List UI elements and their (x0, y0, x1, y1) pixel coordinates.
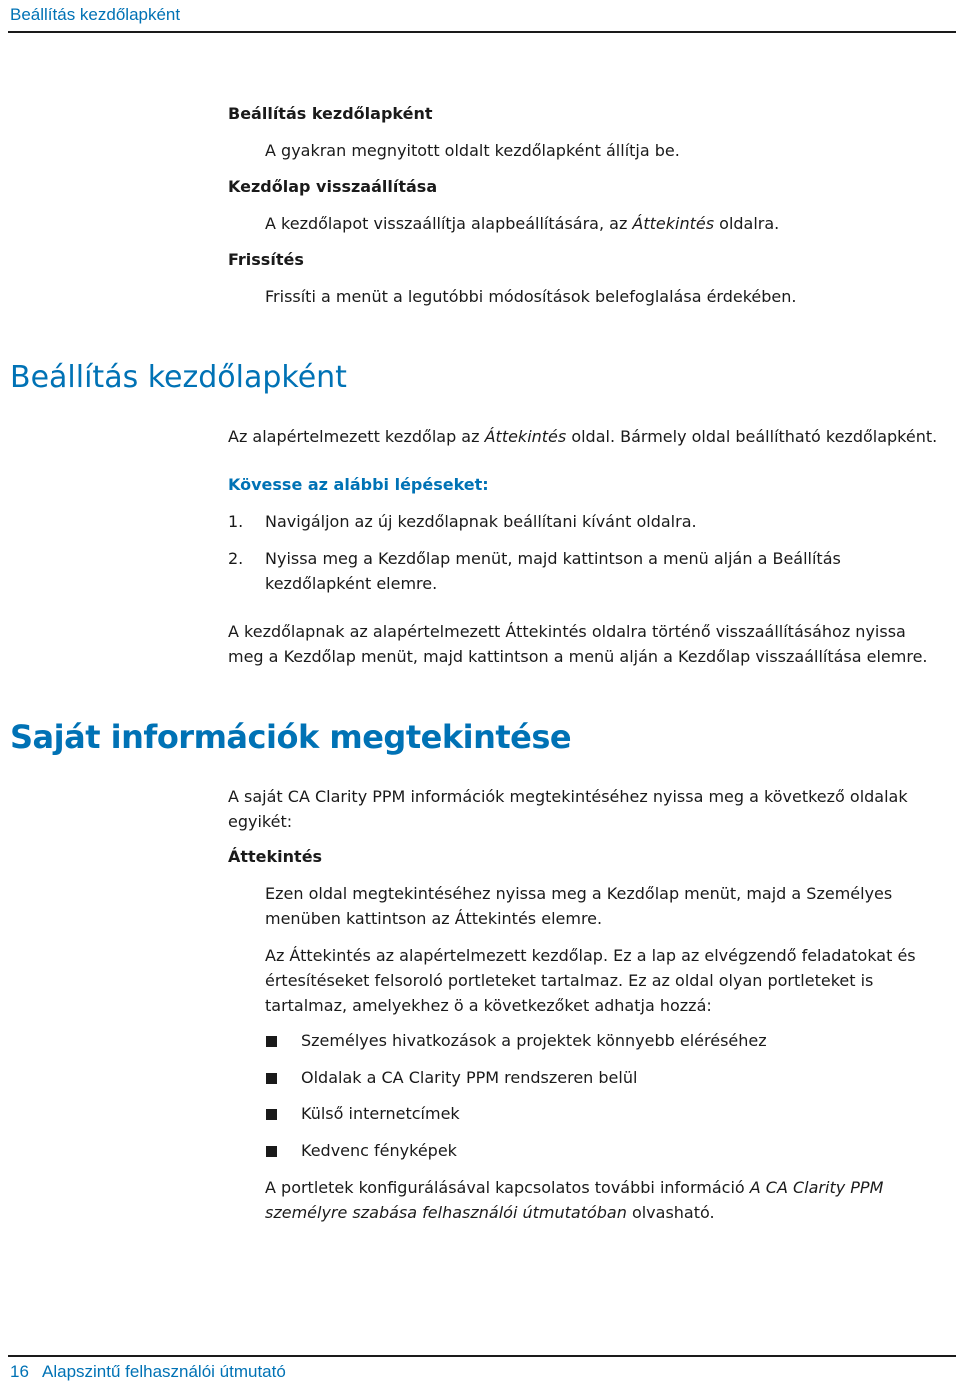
footer-doc-title: Alapszintű felhasználói útmutató (42, 1362, 286, 1381)
step-number: 1. (228, 512, 244, 531)
section1-intro: Az alapértelmezett kezdőlap az Áttekintés oldal. Bármely oldal beállítható kezdőlapként. (228, 427, 938, 446)
bullet-square-icon (266, 1036, 277, 1047)
section-heading-set-home: Beállítás kezdőlapként (10, 360, 347, 395)
definition-term-refresh: Frissítés (228, 250, 304, 269)
bullet-square-icon (266, 1109, 277, 1120)
closing-paragraph: A portletek konfigurálásával kapcsolatos további információ A CA Clarity PPM személyre szabása felhasználói útmutatóban olvasható. (265, 1178, 884, 1222)
bullet-square-icon (266, 1146, 277, 1157)
section2-intro: A saját CA Clarity PPM információk megtekintéséhez nyissa meg a következő oldalak egyikét: (228, 787, 908, 831)
definition-term-reset-home: Kezdőlap visszaállítása (228, 177, 438, 196)
header-rule (8, 31, 956, 33)
section1-outro: A kezdőlapnak az alapértelmezett Áttekintés oldalra történő visszaállításához nyissa meg a Kezdőlap menüt, majd kattintson a menü alján a Kezdőlap visszaállítása elemre. (228, 622, 928, 666)
definition-desc-refresh: Frissíti a menüt a legutóbbi módosítások belefoglalása érdekében. (265, 287, 797, 306)
list-item: Külső internetcímek (301, 1104, 460, 1123)
section-heading-own-info: Saját információk megtekintése (10, 718, 572, 756)
definition-desc-set-home: A gyakran megnyitott oldalt kezdőlapként állítja be. (265, 141, 680, 160)
step-number: 2. (228, 549, 244, 568)
step-text: Nyissa meg a Kezdőlap menüt, majd kattintson a menü alján a Beállítás kezdőlapként elemre. (265, 549, 841, 593)
overview-paragraph-2: Az Áttekintés az alapértelmezett kezdőlap. Ez a lap az elvégzendő feladatokat és értesítéseket felsoroló portleteket tartalmaz. Ez az oldal olyan portleteket is tartalmaz, amelyekhez ö a következőket adhatja hozzá: (265, 946, 916, 1015)
definition-term-overview: Áttekintés (228, 847, 323, 866)
bullet-square-icon (266, 1073, 277, 1084)
footer-rule (8, 1355, 956, 1357)
step-text: Navigáljon az új kezdőlapnak beállítani kívánt oldalra. (265, 512, 697, 531)
list-item: Kedvenc fényképek (301, 1141, 457, 1160)
list-item: Oldalak a CA Clarity PPM rendszeren belül (301, 1068, 638, 1087)
steps-heading: Kövesse az alábbi lépéseket: (228, 475, 489, 494)
list-item: Személyes hivatkozások a projektek könnyebb eléréséhez (301, 1031, 767, 1050)
definition-desc-reset-home: A kezdőlapot visszaállítja alapbeállítására, az Áttekintés oldalra. (265, 214, 780, 233)
page-number: 16 (10, 1362, 29, 1381)
running-header-title: Beállítás kezdőlapként (10, 5, 181, 24)
definition-term-set-home: Beállítás kezdőlapként (228, 104, 433, 123)
overview-paragraph-1: Ezen oldal megtekintéséhez nyissa meg a Kezdőlap menüt, majd a Személyes menüben kattintson az Áttekintés elemre. (265, 884, 893, 928)
